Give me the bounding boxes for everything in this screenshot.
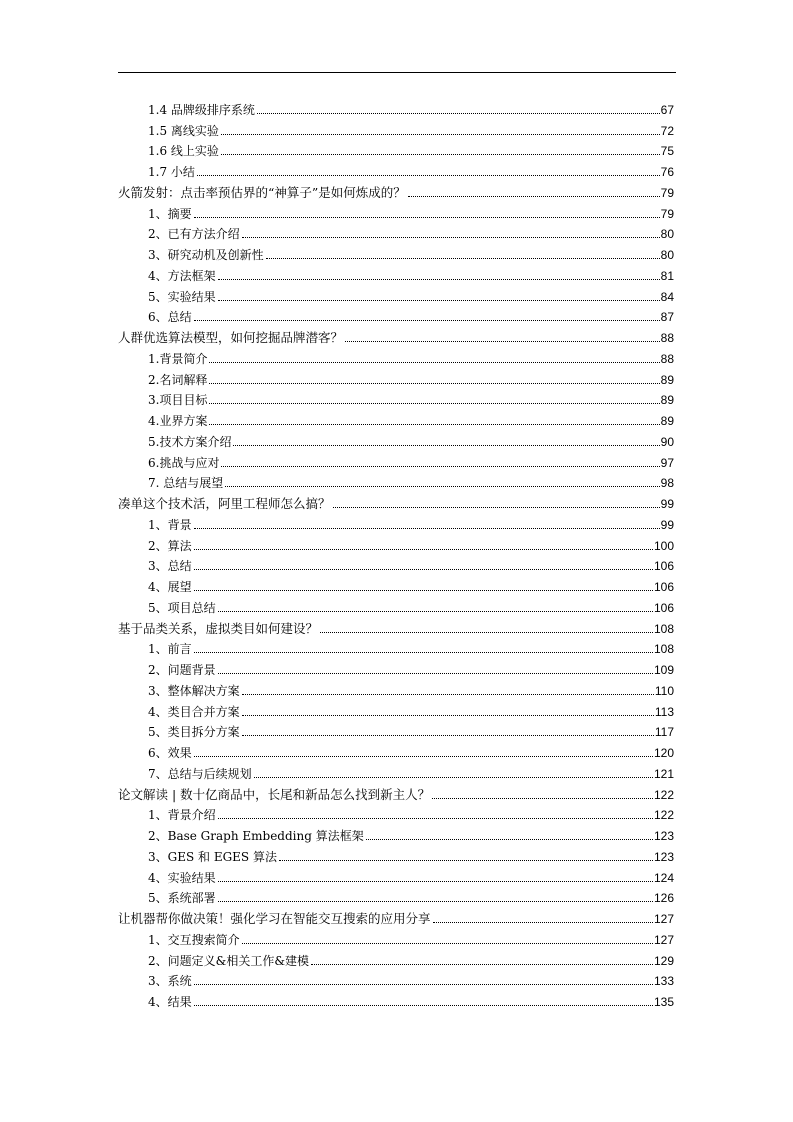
toc-dot-leader <box>218 881 653 882</box>
toc-dot-leader <box>218 279 660 280</box>
toc-page-number: 87 <box>660 310 674 325</box>
toc-entry-title: 3、研究动机及创新性 <box>148 248 264 262</box>
toc-entry-title: 7. 总结与展望 <box>148 476 224 491</box>
toc-page-number: 108 <box>653 621 674 636</box>
toc-dot-leader <box>311 964 653 965</box>
toc-dot-leader <box>209 403 659 404</box>
toc-dot-leader <box>218 300 660 301</box>
toc-dot-leader <box>209 424 659 425</box>
toc-dot-leader <box>345 341 660 342</box>
toc-dot-leader <box>218 611 653 612</box>
toc-page-number: 79 <box>660 185 674 200</box>
toc-chapter-entry[interactable] <box>118 324 674 345</box>
toc-section-entry[interactable] <box>118 449 674 470</box>
toc-page-number: 67 <box>660 102 674 117</box>
toc-page-number: 97 <box>660 455 674 470</box>
toc-section-entry[interactable] <box>118 947 674 968</box>
toc-page-number: 117 <box>654 725 674 740</box>
toc-section-entry[interactable] <box>118 656 674 677</box>
toc-dot-leader <box>194 590 653 591</box>
toc-page-number: 99 <box>660 517 674 532</box>
toc-dot-leader <box>194 984 653 985</box>
toc-entry-title: 3、系统 <box>148 974 192 989</box>
toc-entry-title: 1、交互搜索简介 <box>148 932 240 947</box>
toc-dot-leader <box>408 196 660 197</box>
toc-dot-leader <box>266 258 660 259</box>
toc-page-number: 72 <box>660 123 674 138</box>
toc-page-number: 109 <box>653 663 674 677</box>
toc-dot-leader <box>233 445 659 446</box>
toc-page-number: 113 <box>654 704 674 719</box>
toc-page-number: 123 <box>653 829 674 843</box>
toc-entry-title: 5、类目拆分方案 <box>148 725 240 740</box>
toc-dot-leader <box>433 922 653 923</box>
toc-page-number: 129 <box>653 953 674 968</box>
toc-page-number: 106 <box>653 559 674 574</box>
toc-section-entry[interactable] <box>118 885 674 906</box>
toc-page-number: 88 <box>660 351 674 366</box>
toc-page-number: 122 <box>653 808 674 823</box>
toc-chapter-entry[interactable] <box>118 615 674 636</box>
toc-page-number: 126 <box>653 891 674 906</box>
toc-page-number: 127 <box>653 912 674 926</box>
toc-dot-leader <box>279 860 653 861</box>
toc-entry-title: 5、实验结果 <box>148 289 216 304</box>
toc-dot-leader <box>194 320 660 321</box>
toc-page-number: 127 <box>653 932 674 947</box>
toc-page-number: 89 <box>660 414 674 428</box>
table-of-contents <box>118 96 674 1009</box>
toc-entry-title: 1.7 小结 <box>148 165 195 179</box>
toc-section-entry[interactable] <box>118 760 674 781</box>
toc-entry-title: 2、问题定义&相关工作&建模 <box>148 953 309 968</box>
toc-section-entry[interactable] <box>118 283 674 304</box>
toc-dot-leader <box>194 1005 653 1006</box>
toc-entry-title: 4、实验结果 <box>148 870 216 885</box>
toc-entry-title: 4、方法框架 <box>148 268 216 283</box>
toc-section-entry[interactable] <box>118 988 674 1009</box>
toc-entry-title: 3、整体解决方案 <box>148 683 240 698</box>
toc-dot-leader <box>254 777 653 778</box>
toc-dot-leader <box>432 798 653 799</box>
toc-entry-title: 6、效果 <box>148 746 192 760</box>
toc-section-entry[interactable] <box>118 200 674 221</box>
toc-dot-leader <box>218 818 653 819</box>
toc-chapter-entry[interactable] <box>118 490 674 511</box>
toc-page-number: 133 <box>653 974 674 989</box>
toc-page-number: 135 <box>653 995 674 1009</box>
toc-dot-leader <box>366 839 653 840</box>
toc-dot-leader <box>218 673 653 674</box>
toc-dot-leader <box>257 113 660 114</box>
toc-entry-title: 让机器帮你做决策！强化学习在智能交互搜索的应用分享 <box>118 911 431 926</box>
toc-dot-leader <box>194 569 653 570</box>
toc-dot-leader <box>194 549 653 550</box>
toc-page-number: 122 <box>653 787 674 802</box>
toc-entry-title: 4、展望 <box>148 580 192 594</box>
toc-dot-leader <box>194 756 653 757</box>
toc-dot-leader <box>194 217 660 218</box>
toc-entry-title: 凑单这个技术活，阿里工程师怎么搞？ <box>118 496 331 511</box>
toc-entry-title: 人群优选算法模型，如何挖掘品牌潜客？ <box>118 330 344 345</box>
toc-dot-leader <box>221 154 660 155</box>
toc-entry-title: 4、类目合并方案 <box>148 704 240 719</box>
toc-section-entry[interactable] <box>118 739 674 760</box>
toc-dot-leader <box>242 715 654 716</box>
toc-dot-leader <box>209 362 659 363</box>
toc-section-entry[interactable] <box>118 428 674 449</box>
toc-section-entry[interactable] <box>118 843 674 864</box>
toc-entry-title: 2、算法 <box>148 538 192 553</box>
toc-section-entry[interactable] <box>118 677 674 698</box>
toc-page-number: 80 <box>660 248 674 262</box>
toc-section-entry[interactable] <box>118 532 674 553</box>
toc-dot-leader <box>242 735 654 736</box>
toc-page-number: 98 <box>660 476 674 491</box>
toc-page-number: 79 <box>660 206 674 221</box>
toc-section-entry[interactable] <box>118 241 674 262</box>
toc-page-number: 99 <box>660 497 674 511</box>
toc-entry-title: 5.技术方案介绍 <box>148 434 232 449</box>
toc-entry-title: 2、Base Graph Embedding 算法框架 <box>148 829 364 843</box>
toc-entry-title: 1、背景 <box>148 517 192 532</box>
toc-chapter-entry[interactable] <box>118 781 674 802</box>
toc-section-entry[interactable] <box>118 636 674 657</box>
toc-section-entry[interactable] <box>118 968 674 989</box>
toc-entry-title: 1.5 离线实验 <box>148 123 219 138</box>
toc-section-entry[interactable] <box>118 304 674 325</box>
toc-dot-leader <box>242 694 654 695</box>
toc-section-entry[interactable] <box>118 158 674 179</box>
toc-dot-leader <box>320 632 653 633</box>
toc-section-entry[interactable] <box>118 802 674 823</box>
toc-page-number: 89 <box>660 372 674 387</box>
toc-dot-leader <box>218 901 653 902</box>
toc-section-entry[interactable] <box>118 511 674 532</box>
toc-entry-title: 基于品类关系，虚拟类目如何建设？ <box>118 620 319 636</box>
toc-section-entry[interactable] <box>118 387 674 408</box>
toc-entry-title: 2、问题背景 <box>148 663 216 677</box>
toc-dot-leader <box>242 237 660 238</box>
toc-page-number: 106 <box>653 580 674 594</box>
toc-chapter-entry[interactable] <box>118 905 674 926</box>
toc-entry-title: 1、摘要 <box>148 206 192 221</box>
toc-page-number: 110 <box>654 683 674 698</box>
toc-page-number: 89 <box>660 393 674 408</box>
toc-section-entry[interactable] <box>118 117 674 138</box>
toc-entry-title: 1、背景介绍 <box>148 808 216 823</box>
toc-section-entry[interactable] <box>118 553 674 574</box>
toc-page-number: 88 <box>660 331 674 345</box>
toc-page-number: 106 <box>653 600 674 615</box>
toc-section-entry[interactable] <box>118 698 674 719</box>
toc-dot-leader <box>194 528 660 529</box>
toc-dot-leader <box>333 507 660 508</box>
toc-chapter-entry[interactable] <box>118 179 674 200</box>
header-rule <box>118 72 676 73</box>
toc-dot-leader <box>225 486 659 487</box>
toc-section-entry[interactable] <box>118 926 674 947</box>
toc-entry-title: 1.4 品牌级排序系统 <box>148 102 255 117</box>
toc-section-entry[interactable] <box>118 594 674 615</box>
toc-dot-leader <box>197 175 660 176</box>
toc-page-number: 76 <box>660 165 674 179</box>
toc-page-number: 108 <box>653 642 674 657</box>
toc-section-entry[interactable] <box>118 470 674 491</box>
toc-dot-leader <box>209 383 659 384</box>
toc-page-number: 124 <box>653 870 674 885</box>
toc-entry-title: 1.背景简介 <box>148 351 208 366</box>
toc-section-entry[interactable] <box>118 719 674 740</box>
toc-page-number: 81 <box>660 268 674 283</box>
toc-page-number: 120 <box>653 746 674 760</box>
toc-entry-title: 7、总结与后续规划 <box>148 766 252 781</box>
toc-section-entry[interactable] <box>118 96 674 117</box>
toc-page-number: 123 <box>653 849 674 864</box>
toc-entry-title: 4、结果 <box>148 995 192 1009</box>
toc-entry-title: 火箭发射：点击率预估界的“神算子”是如何炼成的？ <box>118 184 406 200</box>
toc-section-entry[interactable] <box>118 221 674 242</box>
toc-page-number: 100 <box>653 538 674 553</box>
toc-entry-title: 4.业界方案 <box>148 414 208 428</box>
toc-section-entry[interactable] <box>118 345 674 366</box>
toc-dot-leader <box>221 134 660 135</box>
toc-entry-title: 3、GES 和 EGES 算法 <box>148 849 277 864</box>
toc-entry-title: 论文解读 | 数十亿商品中，长尾和新品怎么找到新主人？ <box>118 786 431 802</box>
toc-entry-title: 5、系统部署 <box>148 891 216 906</box>
toc-entry-title: 2.名词解释 <box>148 372 208 387</box>
toc-entry-title: 3、总结 <box>148 559 192 574</box>
toc-page-number: 80 <box>660 227 674 242</box>
toc-page-number: 121 <box>653 766 674 781</box>
toc-entry-title: 1.6 线上实验 <box>148 144 219 159</box>
toc-section-entry[interactable] <box>118 573 674 594</box>
toc-page-number: 90 <box>660 434 674 449</box>
toc-page-number: 75 <box>660 144 674 159</box>
toc-entry-title: 3.项目目标 <box>148 393 208 408</box>
toc-entry-title: 2、已有方法介绍 <box>148 227 240 242</box>
toc-dot-leader <box>194 652 653 653</box>
toc-entry-title: 1、前言 <box>148 642 192 657</box>
toc-section-entry[interactable] <box>118 138 674 159</box>
toc-section-entry[interactable] <box>118 822 674 843</box>
toc-entry-title: 6、总结 <box>148 310 192 325</box>
toc-entry-title: 5、项目总结 <box>148 600 216 615</box>
toc-section-entry[interactable] <box>118 864 674 885</box>
toc-section-entry[interactable] <box>118 366 674 387</box>
toc-dot-leader <box>221 466 659 467</box>
toc-page-number: 84 <box>660 289 674 304</box>
toc-dot-leader <box>242 943 653 944</box>
toc-section-entry[interactable] <box>118 407 674 428</box>
toc-entry-title: 6.挑战与应对 <box>148 455 220 470</box>
toc-section-entry[interactable] <box>118 262 674 283</box>
